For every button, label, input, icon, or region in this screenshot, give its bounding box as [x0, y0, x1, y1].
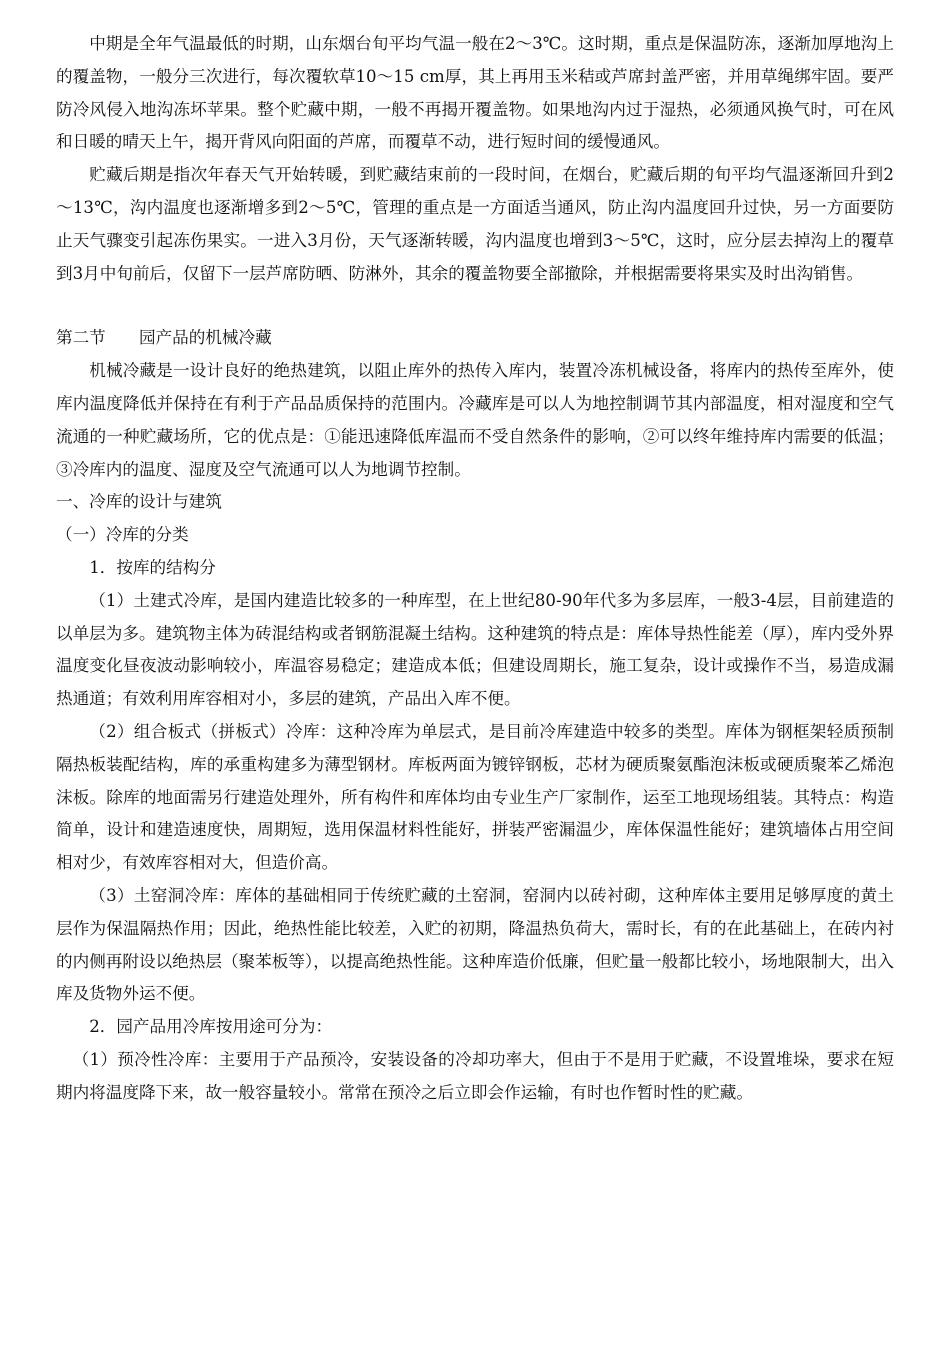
- paragraph-storage-late-period: 贮藏后期是指次年春天气开始转暖，到贮藏结束前的一段时间，在烟台，贮藏后期的旬平均气温逐渐回升到2～13℃，沟内温度也逐渐增多到2～5℃，管理的重点是一方面适当通风，防止沟内温度回升过快，另一方面要防止天气骤变引起冻伤果实。一进入3月份，天气逐渐转暖，沟内温度也增到3～5℃，这时，应分层去掉沟上的覆草到3月中旬前后，仅留下一层芦席防晒、防淋外，其余的覆盖物要全部撤除，并根据需要将果实及时出沟销售。: [56, 165, 894, 283]
- heading-by-structure: 1．按库的结构分: [89, 557, 216, 577]
- paragraph-mechanical-refrigeration-intro: 机械冷藏是一设计良好的绝热建筑，以阻止库外的热传入库内，装置冷冻机械设备，将库内的热传至库外，使库内温度降低并保持在有利于产品品质保持的范围内。冷藏库是可以人为地控制调节其内部温度，相对湿度和空气流通的一种贮藏场所，它的优点是：①能迅速降低库温而不受自然条件的影响，②可以终年维持库内需要的低温；③冷库内的温度、湿度及空气流通可以人为地调节控制。: [56, 361, 894, 479]
- document-page: [56, 28, 894, 1110]
- section-title: 第二节 园产品的机械冷藏: [56, 328, 272, 348]
- paragraph-storage-middle-period: 中期是全年气温最低的时期，山东烟台旬平均气温一般在2～3℃。这时期，重点是保温防冻，逐渐加厚地沟上的覆盖物，一般分三次进行，每次覆软草10～15 cm厚，其上再用玉米秸或芦席封盖严密，并用草绳绑牢固。要严防冷风侵入地沟冻坏苹果。整个贮藏中期，一般不再揭开覆盖物。如果地沟内过于湿热，必须通风换气时，可在风和日暖的晴天上午，揭开背风向阳面的芦席，而覆草不动，进行短时间的缓慢通风。: [56, 34, 894, 152]
- heading-by-purpose: 2．园产品用冷库按用途可分为：: [89, 1017, 333, 1037]
- paragraph-civil-construction-cold-storage: （1）土建式冷库，是国内建造比较多的一种库型，在上世纪80-90年代多为多层库，一般3-4层，目前建造的以单层为多。建筑物主体为砖混结构或者钢筋混凝土结构。这种建筑的特点是：库体导热性能差（厚），库内受外界温度变化昼夜波动影响较小，库温容易稳定；建造成本低；但建设周期长，施工复杂，设计或操作不当，易造成漏热通道；有效利用库容相对小，多层的建筑，产品出入库不便。: [56, 590, 894, 709]
- paragraph-precooling-cold-storage: （1）预冷性冷库：主要用于产品预冷，安装设备的冷却功率大，但由于不是用于贮藏，不设置堆垛，要求在短期内将温度降下来，故一般容量较小。常常在预冷之后立即会作运输，有时也作暂时性的贮藏。: [56, 1049, 894, 1102]
- blank-line: [56, 290, 894, 322]
- heading-cold-storage-design: 一、冷库的设计与建筑: [56, 492, 222, 512]
- paragraph-assembled-panel-cold-storage: （2）组合板式（拼板式）冷库：这种冷库为单层式，是目前冷库建造中较多的类型。库体为钢框架轻质预制隔热板装配结构，库的承重构建多为薄型钢材。库板两面为镀锌钢板，芯材为硬质聚氨酯泡沫板或硬质聚苯乙烯泡沫板。除库的地面需另行建造处理外，所有构件和库体均由专业生产厂家制作，运至工地现场组装。其特点：构造简单，设计和建造速度快，周期短，选用保温材料性能好，拼装严密漏温少，库体保温性能好；建筑墙体占用空间相对少，有效库容相对大，但造价高。: [56, 721, 894, 873]
- heading-cold-storage-classification: （一）冷库的分类: [56, 525, 189, 545]
- paragraph-cave-cold-storage: （3）土窑洞冷库：库体的基础相同于传统贮藏的土窑洞，窑洞内以砖衬砌，这种库体主要用足够厚度的黄土层作为保温隔热作用；因此，绝热性能比较差，入贮的初期，降温热负荷大，需时长，有的在此基础上，在砖内衬的内侧再附设以绝热层（聚苯板等），以提高绝热性能。这种库造价低廉，但贮量一般都比较小，场地限制大，出入库及货物外运不便。: [56, 885, 894, 1004]
